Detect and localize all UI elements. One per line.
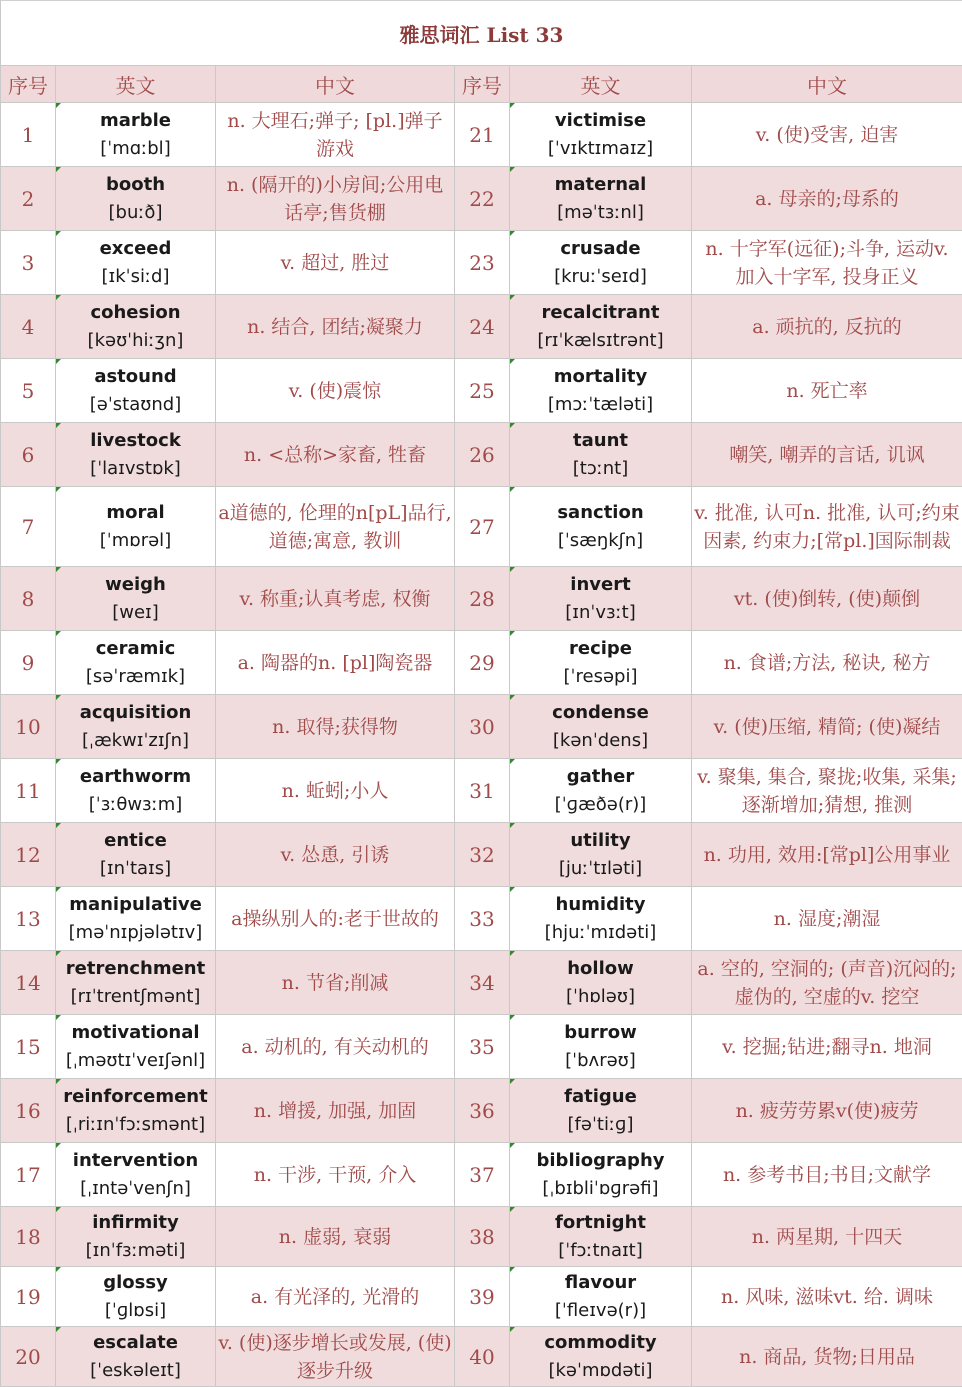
table-row [1, 951, 962, 1015]
table-row [1, 295, 962, 359]
phonetic: [buːð] [108, 201, 163, 223]
row-index: 15 [1, 1015, 56, 1079]
row-index: 4 [1, 295, 56, 359]
english-entry [56, 1143, 216, 1207]
row-index-2: 39 [455, 1267, 510, 1327]
header-row [1, 66, 962, 103]
chinese-meaning: n. 食谱;方法, 秘诀, 秘方 [723, 651, 931, 674]
english-entry-2 [510, 887, 692, 951]
english-word: victimise [554, 109, 647, 131]
english-entry [56, 167, 216, 231]
chinese-meaning-cell [216, 1207, 455, 1267]
chinese-meaning-cell-2 [692, 1267, 962, 1327]
english-entry-2 [510, 487, 692, 567]
row-index-2: 22 [455, 167, 510, 231]
chinese-meaning-cell-2 [692, 823, 962, 887]
chinese-meaning-cell-2 [692, 1015, 962, 1079]
header-chinese-2: 中文 [692, 66, 962, 103]
english-entry [56, 1015, 216, 1079]
phonetic: [ɪnˈvɜːt] [565, 601, 636, 623]
chinese-meaning-cell-2 [692, 759, 962, 823]
chinese-meaning-cell [216, 1015, 455, 1079]
chinese-meaning: n. 取得;获得物 [272, 715, 398, 738]
english-entry-2 [510, 759, 692, 823]
english-word: crusade [560, 237, 641, 259]
chinese-meaning: a. 陶器的n. [pl]陶瓷器 [237, 651, 433, 674]
chinese-meaning-cell-2 [692, 567, 962, 631]
english-word: cohesion [90, 301, 181, 323]
chinese-meaning-cell-2 [692, 887, 962, 951]
chinese-meaning: v. 超过, 胜过 [280, 251, 390, 274]
english-entry [56, 1207, 216, 1267]
english-entry-2 [510, 1267, 692, 1327]
phonetic: [mɔːˈtæləti] [547, 393, 654, 415]
english-entry [56, 567, 216, 631]
chinese-meaning: n. 虚弱, 衰弱 [278, 1225, 392, 1248]
header-english-2: 英文 [510, 66, 692, 103]
row-index: 8 [1, 567, 56, 631]
chinese-meaning: v. (使)震惊 [288, 379, 382, 402]
chinese-meaning-cell [216, 295, 455, 359]
english-entry-2 [510, 1207, 692, 1267]
row-index-2: 32 [455, 823, 510, 887]
row-index-2: 40 [455, 1327, 510, 1387]
english-entry-2 [510, 295, 692, 359]
table-row [1, 695, 962, 759]
english-word: retrenchment [65, 957, 206, 979]
chinese-meaning: 嘲笑, 嘲弄的言话, 讥讽 [729, 443, 925, 466]
phonetic: [səˈræmɪk] [85, 665, 186, 687]
english-word: motivational [71, 1021, 200, 1043]
english-word: manipulative [69, 893, 202, 915]
row-index-2: 21 [455, 103, 510, 167]
row-index-2: 34 [455, 951, 510, 1015]
row-index: 5 [1, 359, 56, 423]
chinese-meaning-cell [216, 1079, 455, 1143]
english-word: intervention [72, 1149, 199, 1171]
chinese-meaning-cell-2 [692, 487, 962, 567]
chinese-meaning-cell-2 [692, 295, 962, 359]
chinese-meaning: v. 称重;认真考虑, 权衡 [239, 587, 431, 610]
table-row [1, 887, 962, 951]
english-entry-2 [510, 1327, 692, 1387]
phonetic: [ˈmɒrəl] [99, 529, 172, 551]
english-word: exceed [99, 237, 172, 259]
row-index-2: 24 [455, 295, 510, 359]
table-row [1, 631, 962, 695]
english-word: taunt [573, 429, 628, 451]
header-index-2: 序号 [455, 66, 510, 103]
english-entry-2 [510, 951, 692, 1015]
row-index-2: 36 [455, 1079, 510, 1143]
english-entry-2 [510, 567, 692, 631]
table-row [1, 1327, 962, 1387]
header-chinese: 中文 [216, 66, 455, 103]
english-word: astound [94, 365, 177, 387]
english-entry [56, 951, 216, 1015]
chinese-meaning-cell [216, 359, 455, 423]
chinese-meaning: a. 动机的, 有关动机的 [241, 1035, 429, 1058]
chinese-meaning-cell [216, 1267, 455, 1327]
row-index: 20 [1, 1327, 56, 1387]
english-word: escalate [93, 1331, 178, 1353]
phonetic: [ˌməʊtɪˈveɪʃənl] [65, 1049, 206, 1071]
row-index-2: 31 [455, 759, 510, 823]
chinese-meaning: v. (使)压缩, 精简; (使)凝结 [713, 715, 941, 738]
english-entry [56, 103, 216, 167]
english-entry [56, 1267, 216, 1327]
english-entry-2 [510, 359, 692, 423]
english-entry [56, 231, 216, 295]
english-entry [56, 295, 216, 359]
phonetic: [kənˈdens] [552, 729, 649, 751]
english-word: glossy [103, 1271, 168, 1293]
english-word: hollow [567, 957, 634, 979]
phonetic: [ˈeskəleɪt] [90, 1359, 181, 1381]
table-row [1, 359, 962, 423]
chinese-meaning-cell-2 [692, 1143, 962, 1207]
phonetic: [weɪ] [112, 601, 159, 623]
english-entry [56, 759, 216, 823]
english-entry-2 [510, 695, 692, 759]
chinese-meaning-cell [216, 167, 455, 231]
row-index: 19 [1, 1267, 56, 1327]
table-row [1, 1207, 962, 1267]
chinese-meaning-cell [216, 1327, 455, 1387]
row-index-2: 23 [455, 231, 510, 295]
phonetic: [kəˈmɒdəti] [548, 1359, 653, 1381]
english-entry-2 [510, 1143, 692, 1207]
chinese-meaning: a. 有光泽的, 光滑的 [250, 1285, 420, 1308]
row-index-2: 25 [455, 359, 510, 423]
chinese-meaning-cell-2 [692, 1327, 962, 1387]
phonetic: [ˌbɪbliˈɒɡrəfi] [542, 1177, 659, 1199]
english-entry [56, 1327, 216, 1387]
chinese-meaning: n. 两星期, 十四天 [751, 1225, 903, 1248]
english-word: fatigue [564, 1085, 637, 1107]
row-index: 18 [1, 1207, 56, 1267]
chinese-meaning-cell [216, 487, 455, 567]
chinese-meaning-cell [216, 631, 455, 695]
chinese-meaning: n. 增援, 加强, 加固 [253, 1099, 417, 1122]
phonetic: [kəʊˈhiːʒn] [87, 329, 184, 351]
title-row [1, 1, 962, 66]
english-word: burrow [564, 1021, 637, 1043]
english-entry-2 [510, 103, 692, 167]
english-entry [56, 487, 216, 567]
english-entry [56, 631, 216, 695]
english-word: ceramic [95, 637, 176, 659]
row-index: 6 [1, 423, 56, 487]
phonetic: [hjuːˈmɪdəti] [544, 921, 657, 943]
table-row [1, 1079, 962, 1143]
english-word: booth [105, 173, 166, 195]
chinese-meaning: n. 死亡率 [786, 379, 868, 402]
phonetic: [ˈbʌrəʊ] [565, 1049, 636, 1071]
chinese-meaning: a道德的, 伦理的n[pL]品行, 道德;寓意, 教训 [218, 501, 452, 552]
chinese-meaning-cell-2 [692, 423, 962, 487]
chinese-meaning: a. 顽抗的, 反抗的 [752, 315, 902, 338]
phonetic: [tɔːnt] [572, 457, 629, 479]
english-word: gather [566, 765, 635, 787]
phonetic: [ˈfɔːtnaɪt] [558, 1239, 643, 1261]
table-row [1, 759, 962, 823]
english-word: weigh [105, 573, 166, 595]
english-entry-2 [510, 231, 692, 295]
chinese-meaning: v. 挖掘;钻进;翻寻n. 地洞 [722, 1035, 932, 1058]
english-entry [56, 823, 216, 887]
table-row [1, 103, 962, 167]
chinese-meaning: n. <总称>家畜, 牲畜 [243, 443, 427, 466]
chinese-meaning-cell [216, 887, 455, 951]
phonetic: [ˌɪntəˈvenʃn] [80, 1177, 191, 1199]
english-word: maternal [554, 173, 647, 195]
english-word: condense [552, 701, 649, 723]
row-index-2: 27 [455, 487, 510, 567]
english-word: flavour [564, 1271, 637, 1293]
english-word: commodity [544, 1331, 657, 1353]
row-index-2: 35 [455, 1015, 510, 1079]
chinese-meaning-cell-2 [692, 167, 962, 231]
row-index: 16 [1, 1079, 56, 1143]
table-row [1, 567, 962, 631]
english-word: moral [106, 501, 165, 523]
chinese-meaning: n. 风味, 滋味vt. 给. 调味 [721, 1285, 933, 1308]
phonetic: [ˈresəpi] [563, 665, 638, 687]
table-row [1, 1143, 962, 1207]
english-word: recalcitrant [541, 301, 660, 323]
table-row [1, 167, 962, 231]
phonetic: [ˌriːɪnˈfɔːsmənt] [65, 1113, 206, 1135]
row-index: 13 [1, 887, 56, 951]
phonetic: [məˈnɪpjələtɪv] [68, 921, 203, 943]
phonetic: [ˈɜːθwɜːm] [88, 793, 183, 815]
english-word: entice [104, 829, 167, 851]
chinese-meaning: a操纵别人的:老于世故的 [231, 907, 439, 930]
table-row [1, 423, 962, 487]
chinese-meaning: n. 疲劳劳累v(使)疲劳 [735, 1099, 919, 1122]
phonetic: [əˈstaʊnd] [89, 393, 182, 415]
row-index-2: 33 [455, 887, 510, 951]
row-index-2: 37 [455, 1143, 510, 1207]
row-index-2: 30 [455, 695, 510, 759]
english-entry [56, 695, 216, 759]
phonetic: [ˈvɪktɪmaɪz] [547, 137, 654, 159]
phonetic: [juːˈtɪləti] [558, 857, 643, 879]
row-index-2: 38 [455, 1207, 510, 1267]
chinese-meaning: a. 母亲的;母系的 [755, 187, 899, 210]
phonetic: [ˈmɑːbl] [100, 137, 171, 159]
english-word: acquisition [79, 701, 192, 723]
row-index: 7 [1, 487, 56, 567]
row-index: 12 [1, 823, 56, 887]
english-entry [56, 1079, 216, 1143]
english-entry-2 [510, 1079, 692, 1143]
chinese-meaning: n. 大理石;弹子; [pl.]弹子游戏 [227, 109, 443, 160]
chinese-meaning-cell [216, 823, 455, 887]
phonetic: [ɪnˈtaɪs] [99, 857, 172, 879]
phonetic: [ˈhɒləʊ] [565, 985, 636, 1007]
phonetic: [rɪˈtrentʃmənt] [70, 985, 201, 1007]
phonetic: [ˌækwɪˈzɪʃn] [81, 729, 190, 751]
english-word: marble [99, 109, 172, 131]
chinese-meaning: n. (隔开的)小房间;公用电话亭;售货棚 [226, 173, 444, 224]
chinese-meaning-cell-2 [692, 951, 962, 1015]
chinese-meaning-cell-2 [692, 695, 962, 759]
chinese-meaning-cell-2 [692, 1207, 962, 1267]
chinese-meaning-cell-2 [692, 231, 962, 295]
chinese-meaning: n. 湿度;潮湿 [773, 907, 881, 930]
table-row [1, 487, 962, 567]
english-entry-2 [510, 823, 692, 887]
english-entry [56, 887, 216, 951]
chinese-meaning-cell [216, 1143, 455, 1207]
chinese-meaning-cell-2 [692, 631, 962, 695]
table-row [1, 1267, 962, 1327]
english-entry [56, 359, 216, 423]
row-index: 3 [1, 231, 56, 295]
row-index: 1 [1, 103, 56, 167]
phonetic: [fəˈtiːɡ] [567, 1113, 634, 1135]
row-index-2: 26 [455, 423, 510, 487]
english-word: humidity [555, 893, 646, 915]
chinese-meaning-cell [216, 567, 455, 631]
chinese-meaning-cell [216, 695, 455, 759]
english-word: earthworm [79, 765, 192, 787]
english-word: invert [570, 573, 631, 595]
chinese-meaning: v. (使)逐步增长或发展, (使)逐步升级 [218, 1331, 452, 1382]
phonetic: [ˈɡæðə(r)] [554, 793, 647, 815]
chinese-meaning: n. 商品, 货物;日用品 [739, 1345, 915, 1368]
row-index: 17 [1, 1143, 56, 1207]
english-word: livestock [90, 429, 181, 451]
chinese-meaning: n. 功用, 效用:[常pl]公用事业 [703, 843, 951, 866]
phonetic: [ˈlaɪvstɒk] [90, 457, 181, 479]
english-entry-2 [510, 423, 692, 487]
chinese-meaning: n. 结合, 团结;凝聚力 [247, 315, 423, 338]
english-entry-2 [510, 167, 692, 231]
row-index: 2 [1, 167, 56, 231]
page-title: 雅思词汇 List 33 [1, 1, 962, 66]
chinese-meaning: n. 节省;削减 [281, 971, 389, 994]
chinese-meaning: n. 蚯蚓;小人 [281, 779, 389, 802]
phonetic: [məˈtɜːnl] [557, 201, 644, 223]
english-entry-2 [510, 631, 692, 695]
english-entry [56, 423, 216, 487]
chinese-meaning: vt. (使)倒转, (使)颠倒 [733, 587, 921, 610]
phonetic: [ˈsæŋkʃn] [557, 529, 644, 551]
table-row [1, 1015, 962, 1079]
chinese-meaning: v. (使)受害, 迫害 [755, 123, 899, 146]
chinese-meaning: v. 怂恿, 引诱 [280, 843, 390, 866]
chinese-meaning: a. 空的, 空洞的; (声音)沉闷的;虚伪的, 空虚的v. 挖空 [697, 957, 957, 1008]
table-row [1, 823, 962, 887]
row-index-2: 28 [455, 567, 510, 631]
table-row [1, 231, 962, 295]
chinese-meaning-cell-2 [692, 103, 962, 167]
phonetic: [rɪˈkælsɪtrənt] [537, 329, 664, 351]
english-entry-2 [510, 1015, 692, 1079]
phonetic: [ˈfleɪvə(r)] [554, 1299, 647, 1321]
english-word: infirmity [92, 1211, 179, 1233]
row-index: 11 [1, 759, 56, 823]
phonetic: [ɪkˈsiːd] [101, 265, 170, 287]
row-index: 9 [1, 631, 56, 695]
phonetic: [kruːˈseɪd] [554, 265, 647, 287]
chinese-meaning-cell [216, 759, 455, 823]
chinese-meaning-cell [216, 423, 455, 487]
chinese-meaning: v. 批准, 认可n. 批准, 认可;约束因素, 约束力;[常pl.]国际制裁 [694, 501, 960, 552]
row-index: 14 [1, 951, 56, 1015]
english-word: fortnight [555, 1211, 646, 1233]
chinese-meaning-cell [216, 103, 455, 167]
english-word: recipe [568, 637, 633, 659]
chinese-meaning: n. 干涉, 干预, 介入 [253, 1163, 417, 1186]
english-word: bibliography [536, 1149, 665, 1171]
chinese-meaning-cell [216, 231, 455, 295]
chinese-meaning: v. 聚集, 集合, 聚拢;收集, 采集;逐渐增加;猜想, 推测 [697, 765, 957, 816]
header-index: 序号 [1, 66, 56, 103]
phonetic: [ˈɡlɒsi] [104, 1299, 167, 1321]
chinese-meaning-cell [216, 951, 455, 1015]
row-index-2: 29 [455, 631, 510, 695]
chinese-meaning: n. 参考书目;书目;文献学 [722, 1163, 932, 1186]
english-word: utility [570, 829, 631, 851]
header-english: 英文 [56, 66, 216, 103]
english-word: sanction [557, 501, 644, 523]
phonetic: [ɪnˈfɜːməti] [85, 1239, 186, 1261]
chinese-meaning: n. 十字军(远征);斗争, 运动v. 加入十字军, 投身正义 [705, 237, 949, 288]
chinese-meaning-cell-2 [692, 1079, 962, 1143]
english-word: mortality [553, 365, 648, 387]
row-index: 10 [1, 695, 56, 759]
chinese-meaning-cell-2 [692, 359, 962, 423]
english-word: reinforcement [63, 1085, 208, 1107]
